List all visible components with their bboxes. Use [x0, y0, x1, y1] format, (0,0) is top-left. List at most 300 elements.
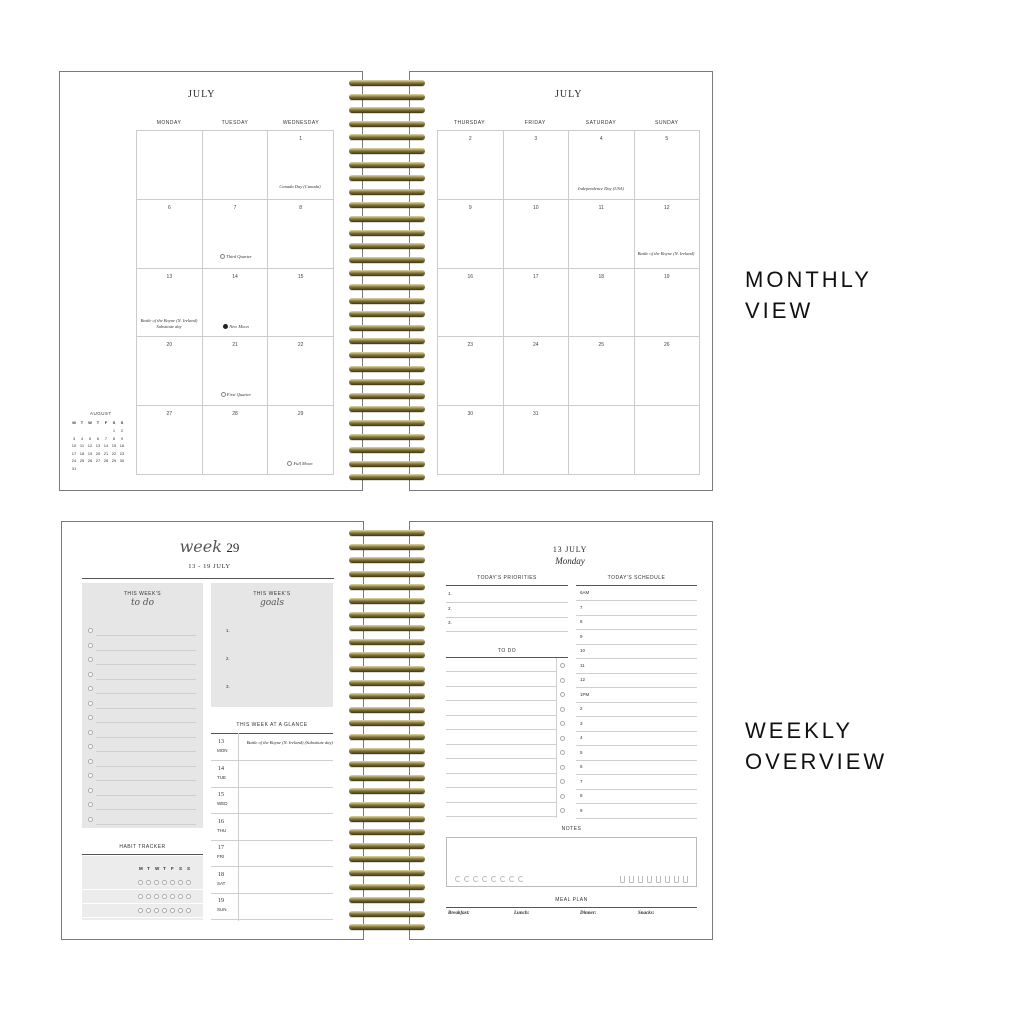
checkbox-circle[interactable]: [560, 765, 565, 770]
priority-item[interactable]: 1.: [448, 591, 452, 596]
todo-line[interactable]: [96, 693, 196, 694]
habit-dot[interactable]: [178, 880, 183, 885]
spiral-ring: [349, 311, 425, 317]
daily-todo-line[interactable]: [446, 715, 556, 716]
habit-dot[interactable]: [154, 880, 159, 885]
habit-dot[interactable]: [162, 908, 167, 913]
daily-todo-line[interactable]: [446, 744, 556, 745]
spiral-ring: [349, 420, 425, 426]
weekday-header: THURSDAY: [453, 120, 486, 126]
spiral-ring: [349, 666, 425, 672]
priority-line: [446, 602, 568, 603]
habit-day: W: [155, 866, 160, 871]
checkbox-circle[interactable]: [88, 701, 93, 706]
spiral-ring: [349, 447, 425, 453]
calendar-day-cell[interactable]: [635, 131, 701, 200]
glance-day-name: THU: [217, 827, 227, 833]
glance-day-name: TUE: [217, 774, 226, 780]
spiral-ring: [349, 107, 425, 113]
glance-row-rule: [211, 866, 333, 867]
daily-weekday: Monday: [555, 556, 585, 566]
spiral-ring: [349, 257, 425, 263]
day-number: 13: [166, 273, 173, 280]
spiral-ring: [349, 884, 425, 890]
schedule-line: [576, 760, 697, 761]
habit-dot[interactable]: [138, 908, 143, 913]
mini-day: [86, 465, 94, 473]
glance-day-number: 13: [218, 739, 224, 745]
calendar-day-cell[interactable]: [504, 200, 570, 269]
todo-line[interactable]: [96, 780, 196, 781]
checkbox-circle[interactable]: [560, 808, 565, 813]
calendar-day-cell[interactable]: [569, 200, 635, 269]
spiral-ring: [349, 625, 425, 631]
mini-weekday: T: [80, 420, 84, 425]
schedule-hour[interactable]: 8: [580, 793, 583, 798]
day-number: 11: [598, 204, 604, 211]
checkbox-circle[interactable]: [560, 750, 565, 755]
goal-3[interactable]: 3.: [226, 684, 230, 689]
checkbox-circle[interactable]: [88, 773, 93, 778]
day-number: 30: [467, 411, 474, 418]
label-line: WEEKLY: [745, 718, 854, 743]
schedule-hour[interactable]: 1PM: [580, 691, 590, 697]
habit-title: HABIT TRACKER: [119, 844, 166, 850]
habit-dot[interactable]: [146, 908, 151, 913]
calendar-day-cell[interactable]: [137, 406, 203, 475]
weekly-overview-label: [745, 715, 887, 777]
mini-day: [94, 427, 102, 435]
checkbox-circle[interactable]: [560, 721, 565, 726]
glance-day-name: SAT: [217, 880, 226, 886]
calendar-day-cell[interactable]: [504, 406, 570, 475]
spiral-ring: [349, 393, 425, 399]
event-text: New Moon: [229, 324, 249, 329]
weekday-header: SATURDAY: [585, 120, 617, 126]
checkbox-circle[interactable]: [88, 643, 93, 648]
spiral-ring: [349, 788, 425, 794]
mini-weekday: T: [96, 420, 100, 425]
habit-dot[interactable]: [138, 894, 143, 899]
day-number: 31: [532, 411, 539, 418]
spiral-ring: [349, 639, 425, 645]
glance-day-name: MON: [217, 748, 228, 753]
schedule-hour[interactable]: 12: [580, 677, 586, 682]
habit-day: S: [179, 866, 183, 871]
daily-todo-line[interactable]: [446, 758, 556, 759]
notes-title: NOTES: [561, 826, 582, 832]
moon-tracker-icon[interactable]: [473, 876, 479, 882]
spiral-ring: [349, 284, 425, 290]
moon-tracker-icon[interactable]: [455, 876, 461, 882]
mini-day: 9: [120, 435, 124, 441]
mini-day: 11: [79, 443, 85, 448]
spiral-ring: [349, 911, 425, 917]
moon-tracker-icon[interactable]: [500, 876, 506, 882]
calendar-day-cell[interactable]: [268, 200, 334, 269]
daily-todo-rule: [446, 657, 568, 658]
spiral-ring: [349, 94, 425, 100]
mini-day: 6: [96, 435, 100, 441]
schedule-hour[interactable]: 5: [580, 749, 583, 755]
todo-line[interactable]: [96, 809, 196, 810]
calendar-day-cell[interactable]: [137, 337, 203, 406]
day-number: 25: [598, 342, 605, 349]
schedule-hour[interactable]: 8: [580, 619, 583, 624]
calendar-day-cell[interactable]: [438, 200, 504, 269]
day-number: 22: [297, 342, 304, 349]
todo-line[interactable]: [96, 679, 196, 680]
moon-tracker-icon[interactable]: [509, 876, 515, 882]
event-independence-day: Independence Day (USA): [578, 186, 624, 191]
schedule-hour[interactable]: 3: [580, 720, 583, 726]
spiral-ring: [349, 175, 425, 181]
checkbox-circle[interactable]: [88, 657, 93, 662]
day-number: 18: [598, 273, 605, 280]
mini-calendar-grid: [70, 427, 126, 472]
water-glass-icon[interactable]: [629, 876, 634, 883]
spiral-ring: [349, 243, 425, 249]
habit-dot[interactable]: [170, 894, 175, 899]
checkbox-circle[interactable]: [560, 736, 565, 741]
spiral-ring: [349, 652, 425, 658]
habit-dot[interactable]: [146, 894, 151, 899]
daily-todo-line[interactable]: [446, 686, 556, 687]
mini-day: [94, 465, 102, 473]
calendar-day-cell[interactable]: [569, 406, 635, 475]
mini-day: 5: [88, 435, 92, 441]
calendar-day-cell[interactable]: [438, 131, 504, 200]
habit-dot[interactable]: [146, 880, 151, 885]
spiral-ring: [349, 474, 425, 480]
checkbox-circle[interactable]: [88, 744, 93, 749]
day-number: 23: [467, 342, 474, 349]
habit-dot[interactable]: [178, 894, 183, 899]
glance-row-rule: [211, 760, 333, 761]
calendar-day-cell[interactable]: [203, 131, 269, 200]
header-rule: [82, 578, 334, 579]
spiral-ring: [349, 720, 425, 726]
week-script: week: [179, 537, 222, 556]
spiral-ring: [349, 870, 425, 876]
checkbox-circle[interactable]: [88, 788, 93, 793]
mini-day: 8: [112, 435, 116, 441]
todo-line[interactable]: [96, 650, 196, 651]
mini-day: 7: [104, 435, 108, 441]
todo-line[interactable]: [96, 824, 196, 825]
habit-day: T: [163, 866, 166, 871]
schedule-line: [576, 745, 697, 746]
todo-divider: [556, 658, 557, 818]
schedule-line: [576, 600, 697, 601]
calendar-day-cell[interactable]: [438, 337, 504, 406]
spiral-ring: [349, 134, 425, 140]
glance-row-rule: [211, 919, 333, 920]
mini-day: 19: [87, 450, 93, 456]
todo-line[interactable]: [96, 766, 196, 767]
weekday-header: MONDAY: [156, 120, 182, 126]
checkbox-circle[interactable]: [88, 672, 93, 677]
glance-day-number: 15: [218, 792, 224, 798]
habit-dot[interactable]: [170, 880, 175, 885]
spiral-ring: [349, 148, 425, 154]
todo-line[interactable]: [96, 751, 196, 752]
day-number: 14: [232, 273, 238, 280]
event-text: First Quarter: [226, 392, 252, 397]
water-glass-icon[interactable]: [656, 876, 661, 883]
mini-day: 29: [111, 458, 117, 463]
water-glass-icon[interactable]: [620, 876, 625, 883]
schedule-hour[interactable]: 6: [580, 764, 583, 769]
event-third-quarter: [204, 254, 268, 260]
schedule-line: [576, 716, 697, 717]
spiral-ring: [349, 530, 425, 536]
schedule-hour[interactable]: 6AM: [580, 590, 590, 595]
checkbox-circle[interactable]: [88, 715, 93, 720]
habit-dot[interactable]: [170, 908, 175, 913]
spiral-ring: [349, 338, 425, 344]
schedule-hour[interactable]: 10: [580, 648, 586, 653]
habit-dot[interactable]: [186, 880, 191, 885]
monthly-view-label: [745, 264, 872, 326]
calendar-day-cell[interactable]: [268, 337, 334, 406]
day-number: 27: [166, 411, 173, 418]
schedule-hour[interactable]: 4: [580, 735, 583, 740]
spiral-ring: [349, 298, 425, 304]
water-glass-icon[interactable]: [674, 876, 679, 883]
todo-line[interactable]: [96, 795, 196, 796]
mini-day: 21: [103, 450, 109, 456]
event-boyne-substitute: Battle of the Boyne (N. Ireland) Substitute day: [140, 318, 198, 329]
glance-row-rule: [211, 813, 333, 814]
meal-lunch: Lunch:: [514, 911, 530, 916]
checkbox-circle[interactable]: [560, 779, 565, 784]
habit-row-rule: [82, 889, 203, 890]
spiral-ring: [349, 162, 425, 168]
schedule-line: [576, 731, 697, 732]
daily-todo-title: TO DO: [497, 648, 517, 654]
day-number: 12: [663, 204, 670, 211]
mini-day: [78, 427, 86, 435]
calendar-day-cell[interactable]: [569, 269, 635, 338]
habit-dot[interactable]: [162, 880, 167, 885]
schedule-title: TODAY'S SCHEDULE: [607, 575, 666, 581]
todo-line[interactable]: [96, 737, 196, 738]
calendar-day-cell[interactable]: [635, 406, 701, 475]
daily-todo-line[interactable]: [446, 773, 556, 774]
spiral-ring: [349, 748, 425, 754]
habit-dot[interactable]: [154, 908, 159, 913]
habit-dot[interactable]: [138, 880, 143, 885]
mini-day: 1: [112, 428, 116, 433]
glance-divider: [238, 733, 239, 921]
checkbox-circle[interactable]: [560, 678, 565, 683]
spiral-ring: [349, 325, 425, 331]
moon-tracker-icon[interactable]: [482, 876, 488, 882]
checkbox-circle[interactable]: [560, 663, 565, 668]
day-number: 15: [297, 273, 304, 280]
habit-dot[interactable]: [186, 908, 191, 913]
glance-row-rule: [211, 787, 333, 788]
priority-line: [446, 631, 568, 632]
label-line: MONTHLY: [745, 267, 872, 292]
day-number: 24: [532, 342, 539, 349]
goal-2[interactable]: 2.: [226, 656, 230, 661]
priority-item[interactable]: 3.: [448, 620, 452, 625]
calendar-day-cell[interactable]: [203, 406, 269, 475]
daily-todo-line[interactable]: [446, 802, 556, 803]
spiral-ring: [349, 352, 425, 358]
water-glass-icon[interactable]: [638, 876, 643, 883]
todo-line[interactable]: [96, 664, 196, 665]
mini-day: 22: [111, 450, 117, 456]
schedule-line: [576, 687, 697, 688]
goal-1[interactable]: 1.: [226, 628, 230, 633]
day-number: 6: [167, 204, 171, 211]
calendar-day-cell[interactable]: [504, 131, 570, 200]
spiral-ring: [349, 598, 425, 604]
checkbox-circle[interactable]: [88, 686, 93, 691]
todo-line[interactable]: [96, 708, 196, 709]
week-dates: 13 - 19 JULY: [188, 563, 231, 570]
mini-day: 12: [87, 443, 93, 448]
schedule-hour[interactable]: 9: [580, 633, 583, 639]
schedule-hour[interactable]: 11: [580, 662, 585, 668]
calendar-day-cell[interactable]: [137, 200, 203, 269]
day-number: 28: [232, 411, 238, 418]
schedule-hour[interactable]: 7: [580, 604, 583, 610]
habit-dot[interactable]: [178, 908, 183, 913]
calendar-day-cell[interactable]: [635, 200, 701, 269]
todo-script: to do: [130, 598, 155, 608]
todo-line[interactable]: [96, 722, 196, 723]
spiral-ring: [349, 584, 425, 590]
schedule-hour[interactable]: 9: [580, 807, 583, 813]
mini-day: [78, 465, 86, 473]
mini-day: 16: [119, 443, 125, 448]
weekday-header: FRIDAY: [524, 120, 546, 126]
mini-day: 15: [111, 443, 117, 448]
daily-todo-line[interactable]: [446, 671, 556, 672]
priorities-title: TODAY'S PRIORITIES: [477, 575, 537, 581]
spiral-ring: [349, 202, 425, 208]
schedule-hour[interactable]: 7: [580, 778, 583, 784]
spiral-ring: [349, 802, 425, 808]
daily-todo-line[interactable]: [446, 700, 556, 701]
event-text: Third Quarter: [226, 254, 252, 259]
schedule-line: [576, 789, 697, 790]
glance-day-number: 17: [218, 845, 224, 851]
spiral-ring: [349, 230, 425, 236]
moon-tracker-icon[interactable]: [491, 876, 497, 882]
day-number: 4: [599, 136, 603, 142]
water-glass-icon[interactable]: [647, 876, 652, 883]
day-number: 26: [663, 342, 670, 349]
mini-weekday: F: [104, 420, 108, 425]
checkbox-circle[interactable]: [88, 802, 93, 807]
day-number: 1: [299, 136, 303, 142]
spiral-ring: [349, 775, 425, 781]
schedule-hour[interactable]: 2: [580, 706, 583, 711]
daily-todo-line[interactable]: [446, 816, 556, 817]
event-new-moon: [204, 324, 268, 330]
mini-day: 26: [87, 458, 93, 463]
event-full-moon: [268, 461, 332, 467]
moon-icon: [221, 392, 226, 397]
day-number: 8: [299, 204, 303, 211]
checkbox-circle[interactable]: [88, 817, 93, 822]
checkbox-circle[interactable]: [88, 759, 93, 764]
moon-tracker-icon[interactable]: [464, 876, 470, 882]
mini-day: 17: [71, 450, 77, 456]
mini-day: 14: [103, 443, 109, 448]
habit-day: M: [139, 866, 143, 871]
spiral-ring: [349, 189, 425, 195]
calendar-grid-right: [437, 130, 700, 475]
priorities-rule: [446, 585, 568, 586]
habit-dot[interactable]: [186, 894, 191, 899]
calendar-day-cell[interactable]: [438, 406, 504, 475]
month-title-right: JULY: [555, 89, 583, 100]
todo-line[interactable]: [96, 635, 196, 636]
checkbox-circle[interactable]: [88, 628, 93, 633]
calendar-day-cell[interactable]: [635, 337, 701, 406]
spiral-ring: [349, 80, 425, 86]
habit-dot[interactable]: [154, 894, 159, 899]
calendar-day-cell[interactable]: [268, 269, 334, 338]
schedule-line: [576, 629, 697, 630]
mini-day: [102, 465, 110, 473]
checkbox-circle[interactable]: [88, 730, 93, 735]
checkbox-circle[interactable]: [560, 692, 565, 697]
daily-todo-line[interactable]: [446, 787, 556, 788]
water-glass-icon[interactable]: [683, 876, 688, 883]
priority-item[interactable]: 2.: [448, 605, 452, 611]
spiral-ring: [349, 612, 425, 618]
day-number: 3: [534, 136, 538, 142]
day-number: 16: [467, 273, 474, 280]
mini-weekday: S: [112, 420, 116, 425]
glance-day-name: SUN: [217, 907, 227, 912]
checkbox-circle[interactable]: [560, 794, 565, 799]
habit-dot[interactable]: [162, 894, 167, 899]
label-line: VIEW: [745, 298, 814, 323]
event-canada-day: Canada Day (Canada): [279, 184, 321, 189]
calendar-day-cell[interactable]: [635, 269, 701, 338]
weekday-header: WEDNESDAY: [282, 120, 320, 126]
schedule-line: [576, 803, 697, 804]
calendar-day-cell[interactable]: [438, 269, 504, 338]
glance-day-number: 14: [218, 765, 224, 772]
calendar-day-cell[interactable]: [569, 337, 635, 406]
checkbox-circle[interactable]: [560, 707, 565, 712]
calendar-day-cell[interactable]: [504, 269, 570, 338]
day-number: 20: [166, 342, 173, 349]
calendar-day-cell[interactable]: [137, 131, 203, 200]
moon-tracker-icon[interactable]: [518, 876, 524, 882]
daily-todo-line[interactable]: [446, 729, 556, 730]
water-glass-icon[interactable]: [665, 876, 670, 883]
calendar-day-cell[interactable]: [504, 337, 570, 406]
spiral-ring: [349, 366, 425, 372]
day-number: 7: [233, 204, 237, 211]
spiral-ring: [349, 924, 425, 930]
spiral-ring: [349, 897, 425, 903]
schedule-line: [576, 774, 697, 775]
mini-calendar-weekdays: [70, 419, 126, 427]
mini-day: [102, 427, 110, 435]
schedule-line: [576, 702, 697, 703]
